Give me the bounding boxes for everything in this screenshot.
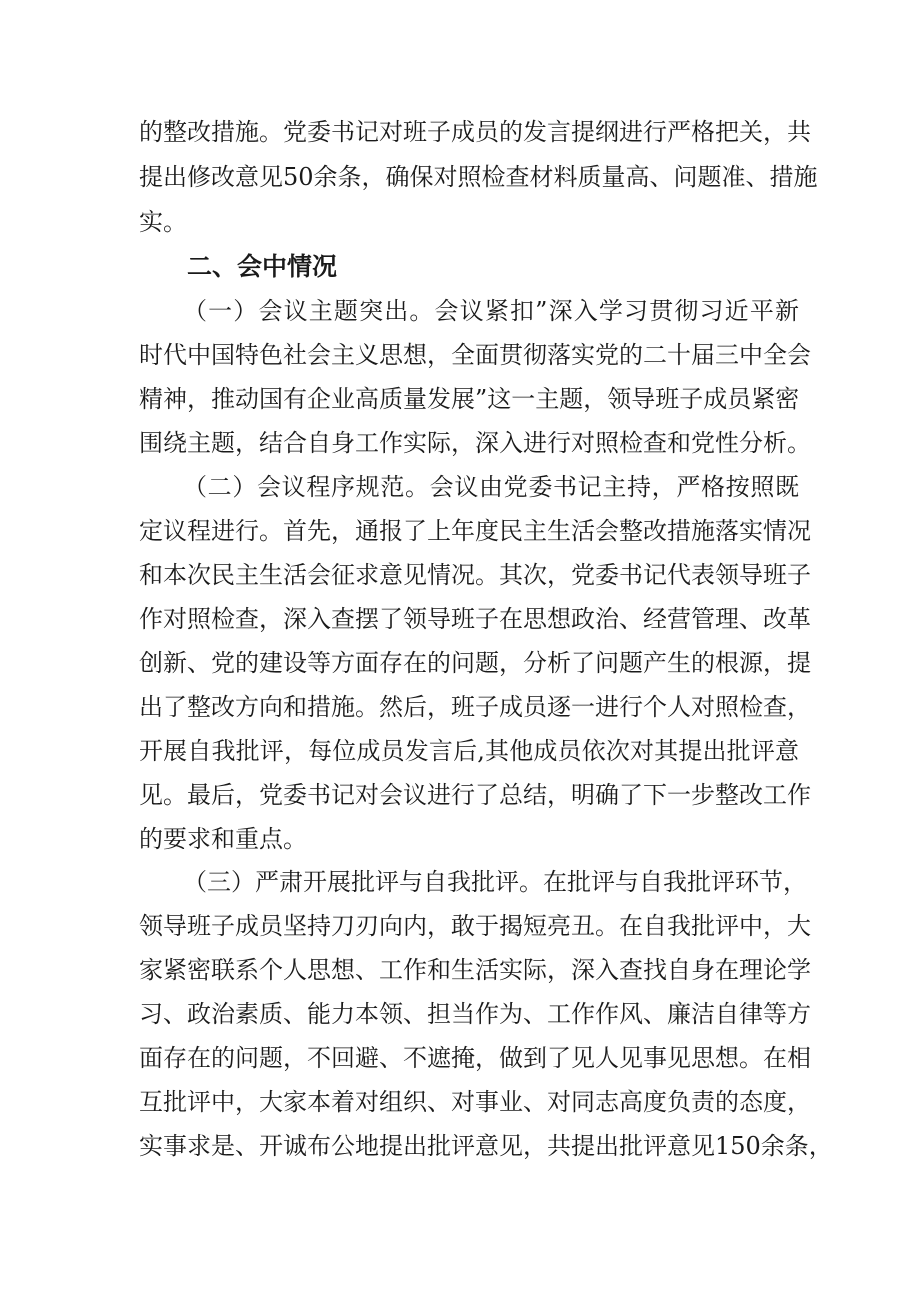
paragraph-line: 定议程进行。首先，通报了上年度民主生活会整改措施落实情况 [139, 517, 811, 545]
paragraph-line: 面存在的问题，不回避、不遮掩，做到了见人见事见思想。在相 [139, 1044, 811, 1072]
paragraph-line: （二）会议程序规范。会议由党委书记主持，严格按照既 [183, 473, 799, 501]
paragraph-line: 创新、党的建设等方面存在的问题，分析了问题产生的根源，提 [139, 649, 811, 677]
paragraph-line: 习、政治素质、能力本领、担当作为、工作作风、廉洁自律等方 [139, 1000, 811, 1028]
paragraph-line: 作对照检查，深入查摆了领导班子在思想政治、经营管理、改革 [139, 605, 811, 633]
paragraph-line: 围绕主题，结合自身工作实际，深入进行对照检查和党性分析。 [139, 429, 811, 457]
paragraph-line: 提出修改意见50余条，确保对照检查材料质量高、问题准、措施 [139, 163, 818, 191]
paragraph-line: 的要求和重点。 [139, 825, 307, 853]
paragraph-line: 实。 [139, 208, 187, 236]
paragraph-line: 出了整改方向和措施。然后，班子成员逐一进行个人对照检查， [139, 693, 811, 721]
paragraph-line: 开展自我批评，每位成员发言后,其他成员依次对其提出批评意 [139, 737, 799, 765]
paragraph-line: 和本次民主生活会征求意见情况。其次，党委书记代表领导班子 [139, 561, 811, 589]
paragraph-line: 的整改措施。党委书记对班子成员的发言提纲进行严格把关，共 [139, 118, 811, 146]
paragraph-line: 领导班子成员坚持刀刃向内，敢于揭短亮丑。在自我批评中，大 [139, 912, 811, 940]
paragraph-line: 实事求是、开诚布公地提出批评意见，共提出批评意见150余条， [139, 1132, 833, 1160]
paragraph-line: （一）会议主题突出。会议紧扣”深入学习贯彻习近平新 [183, 297, 799, 325]
paragraph-line: （三）严肃开展批评与自我批评。在批评与自我批评环节， [183, 868, 807, 896]
section-heading: 二、会中情况 [187, 252, 338, 281]
paragraph-line: 精神，推动国有企业高质量发展”这一主题，领导班子成员紧密 [139, 385, 800, 413]
paragraph-line: 家紧密联系个人思想、工作和生活实际，深入查找自身在理论学 [139, 956, 811, 984]
paragraph-line: 时代中国特色社会主义思想，全面贯彻落实党的二十届三中全会 [139, 341, 811, 369]
paragraph-line: 见。最后，党委书记对会议进行了总结，明确了下一步整改工作 [139, 781, 811, 809]
paragraph-line: 互批评中，大家本着对组织、对事业、对同志高度负责的态度， [139, 1088, 811, 1116]
